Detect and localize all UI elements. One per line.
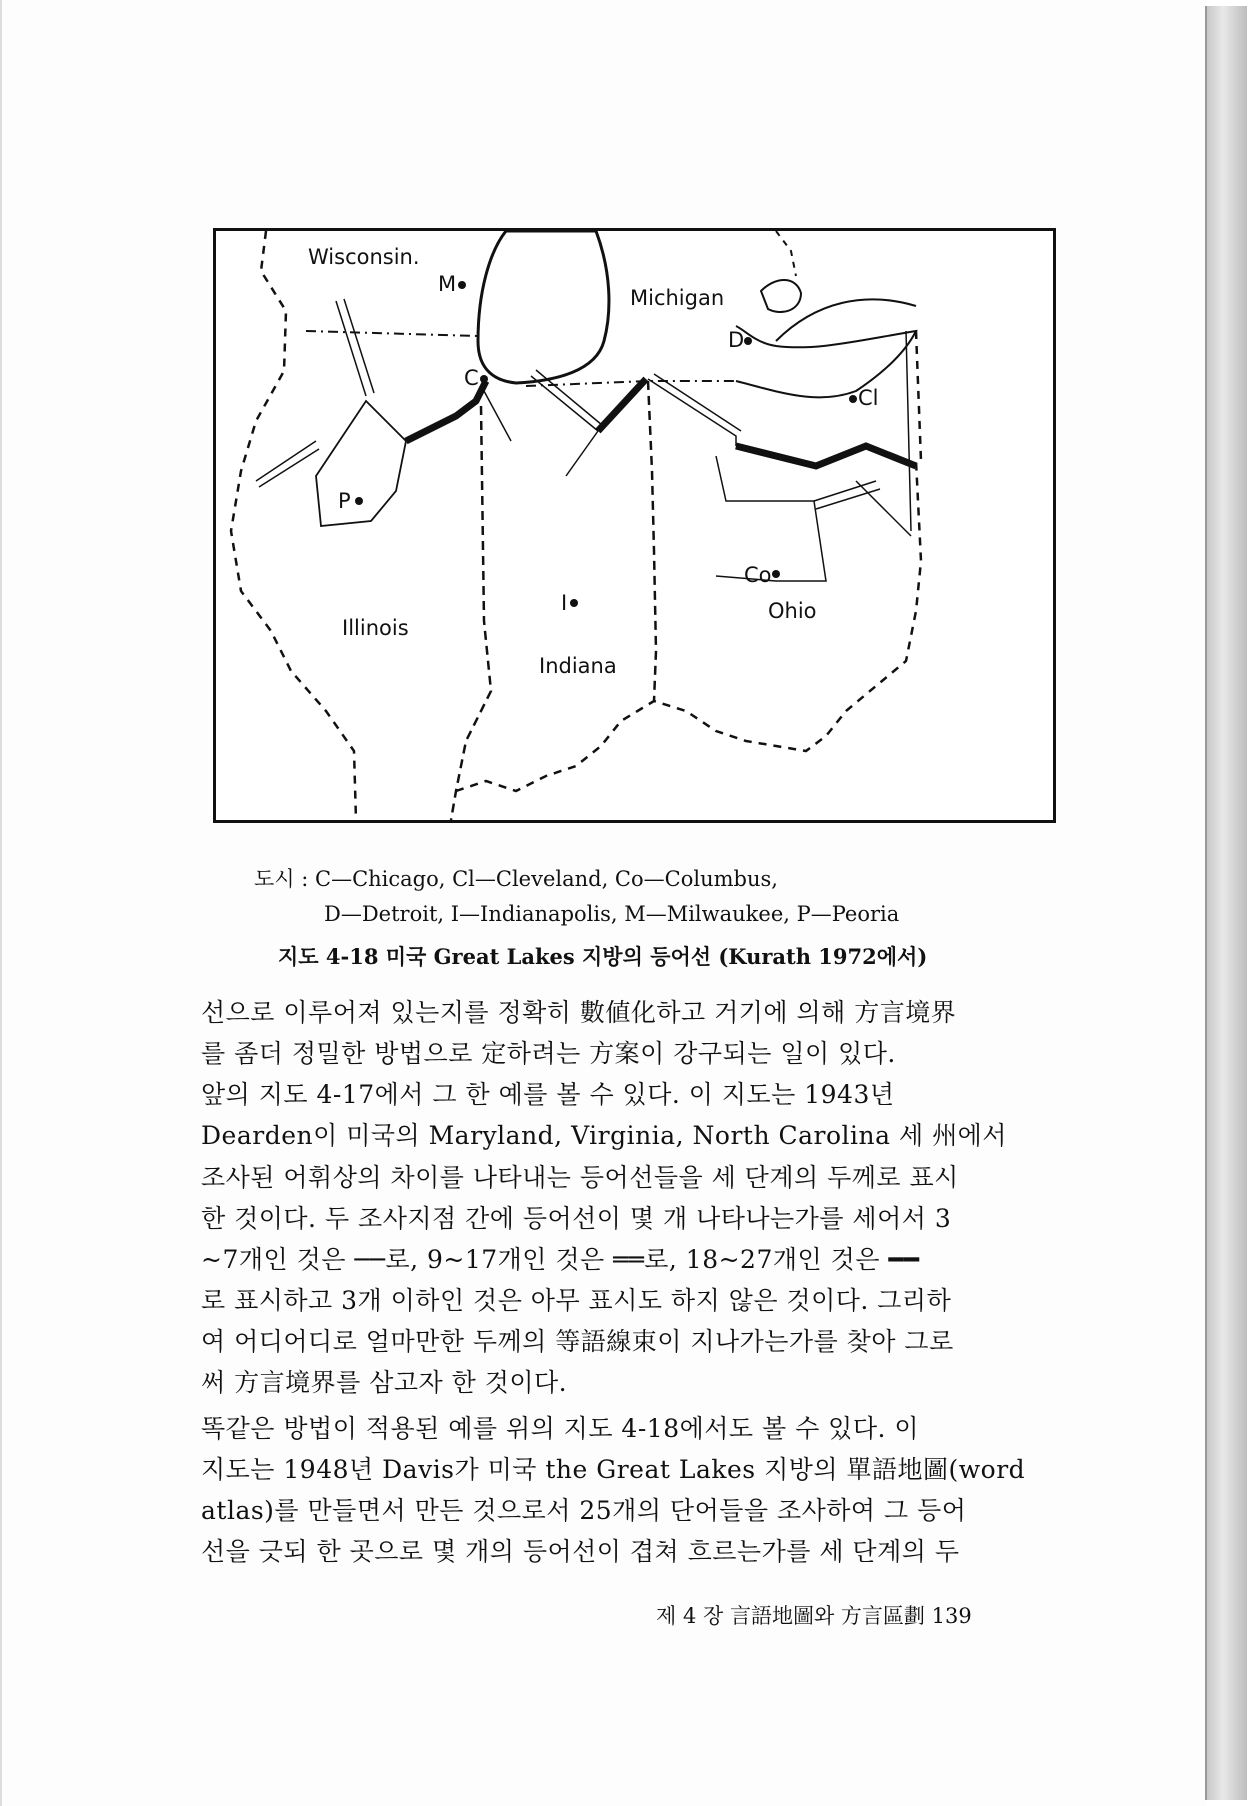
michigan-east-coast: [776, 231, 796, 276]
body-line: 조사된 어휘상의 차이를 나타내는 등어선들을 세 단계의 두께로 표시: [201, 1163, 959, 1192]
label-michigan: Michigan: [630, 286, 725, 310]
ohio-east-border: [916, 331, 921, 461]
thick-isogloss-3: [736, 446, 916, 466]
label-city-m: M: [438, 272, 457, 296]
body-line: 지도는 1948년 Davis가 미국 the Great Lakes 지방의 單語地圖(word: [201, 1455, 1026, 1484]
body-line: 한 것이다. 두 조사지점 간에 등어선이 몇 개 나타나는가를 세어서 3: [201, 1204, 952, 1233]
label-ohio: Ohio: [768, 599, 817, 623]
city-dot-p: [355, 497, 363, 505]
in-oh-border: [648, 381, 656, 701]
ohio-river: [456, 461, 921, 791]
thick-isogloss-2: [598, 379, 646, 431]
body-line: 여 어디어디로 얼마만한 두께의 等語線束이 지나가는가를 찾아 그로: [201, 1327, 954, 1356]
label-city-p: P: [338, 489, 351, 513]
thin-isogloss-5: [906, 331, 911, 531]
body-line: 써 方言境界를 삼고자 한 것이다.: [201, 1368, 568, 1397]
peoria-region: [316, 401, 406, 526]
label-indiana: Indiana: [539, 654, 617, 678]
body-line: 앞의 지도 4-17에서 그 한 예를 볼 수 있다. 이 지도는 1943년: [201, 1080, 895, 1109]
label-city-i: I: [561, 591, 568, 615]
body-line: 를 좀더 정밀한 방법으로 定하려는 方案이 강구되는 일이 있다.: [201, 1039, 896, 1068]
city-dot-m: [458, 281, 466, 289]
double-line-1: [336, 299, 374, 396]
city-dot-d: [744, 337, 752, 345]
map-drawing: [216, 231, 1053, 820]
lake-st-clair: [761, 280, 801, 312]
body-line: ~7개인 것은 ──로, 9~17개인 것은 ══로, 18~27개인 것은 ━━: [201, 1245, 920, 1274]
label-city-d: D: [728, 328, 745, 352]
label-city-c: C: [464, 366, 479, 390]
label-city-co: Co: [744, 563, 772, 587]
body-line: atlas)를 만들면서 만든 것으로서 25개의 단어들을 조사하여 그 등어: [201, 1496, 967, 1525]
body-line: 선으로 이루어져 있는지를 정확히 數値化하고 거기에 의해 方言境界: [201, 998, 957, 1027]
page-footer: 제 4 장 言語地圖와 方言區劃 139: [656, 1604, 972, 1628]
body-line: 똑같은 방법이 적용된 예를 위의 지도 4-18에서도 볼 수 있다. 이: [201, 1414, 920, 1443]
thin-isogloss-4: [856, 481, 911, 536]
label-wisconsin: Wisconsin.: [308, 245, 420, 269]
city-dot-c: [480, 375, 488, 383]
map-legend-line-2: D—Detroit, I—Indianapolis, M—Milwaukee, P—Peoria: [324, 902, 900, 926]
lake-michigan: [478, 231, 609, 383]
double-line-2: [256, 441, 319, 487]
body-line: 선을 긋되 한 곳으로 몇 개의 등어선이 겹쳐 흐르는가를 세 단계의 두: [201, 1537, 960, 1566]
thick-isogloss: [406, 381, 486, 441]
mi-border: [526, 381, 736, 386]
city-dot-i: [570, 599, 578, 607]
il-in-border: [451, 406, 491, 820]
city-dot-co: [772, 570, 780, 578]
body-line: Dearden이 미국의 Maryland, Virginia, North Carolina 세 州에서: [201, 1121, 1007, 1150]
label-illinois: Illinois: [342, 616, 409, 640]
map-legend-line-1: 도시 : C—Chicago, Cl—Cleveland, Co—Columbus,: [254, 867, 778, 891]
isogloss-map: [213, 228, 1056, 823]
book-spine: [1205, 6, 1247, 1800]
western-border: [231, 231, 356, 820]
double-isogloss-b: [648, 374, 741, 446]
lake-erie-shore: [736, 326, 916, 397]
body-line: 로 표시하고 3개 이하인 것은 아무 표시도 하지 않은 것이다. 그리하: [201, 1286, 952, 1315]
thin-isogloss-2: [566, 431, 598, 476]
wi-il-border: [306, 331, 478, 336]
thin-isogloss-1: [484, 391, 511, 441]
label-city-cl: Cl: [858, 386, 879, 410]
map-caption-title: 지도 4-18 미국 Great Lakes 지방의 등어선 (Kurath 1972에서): [278, 944, 928, 969]
city-dot-cl: [849, 395, 857, 403]
